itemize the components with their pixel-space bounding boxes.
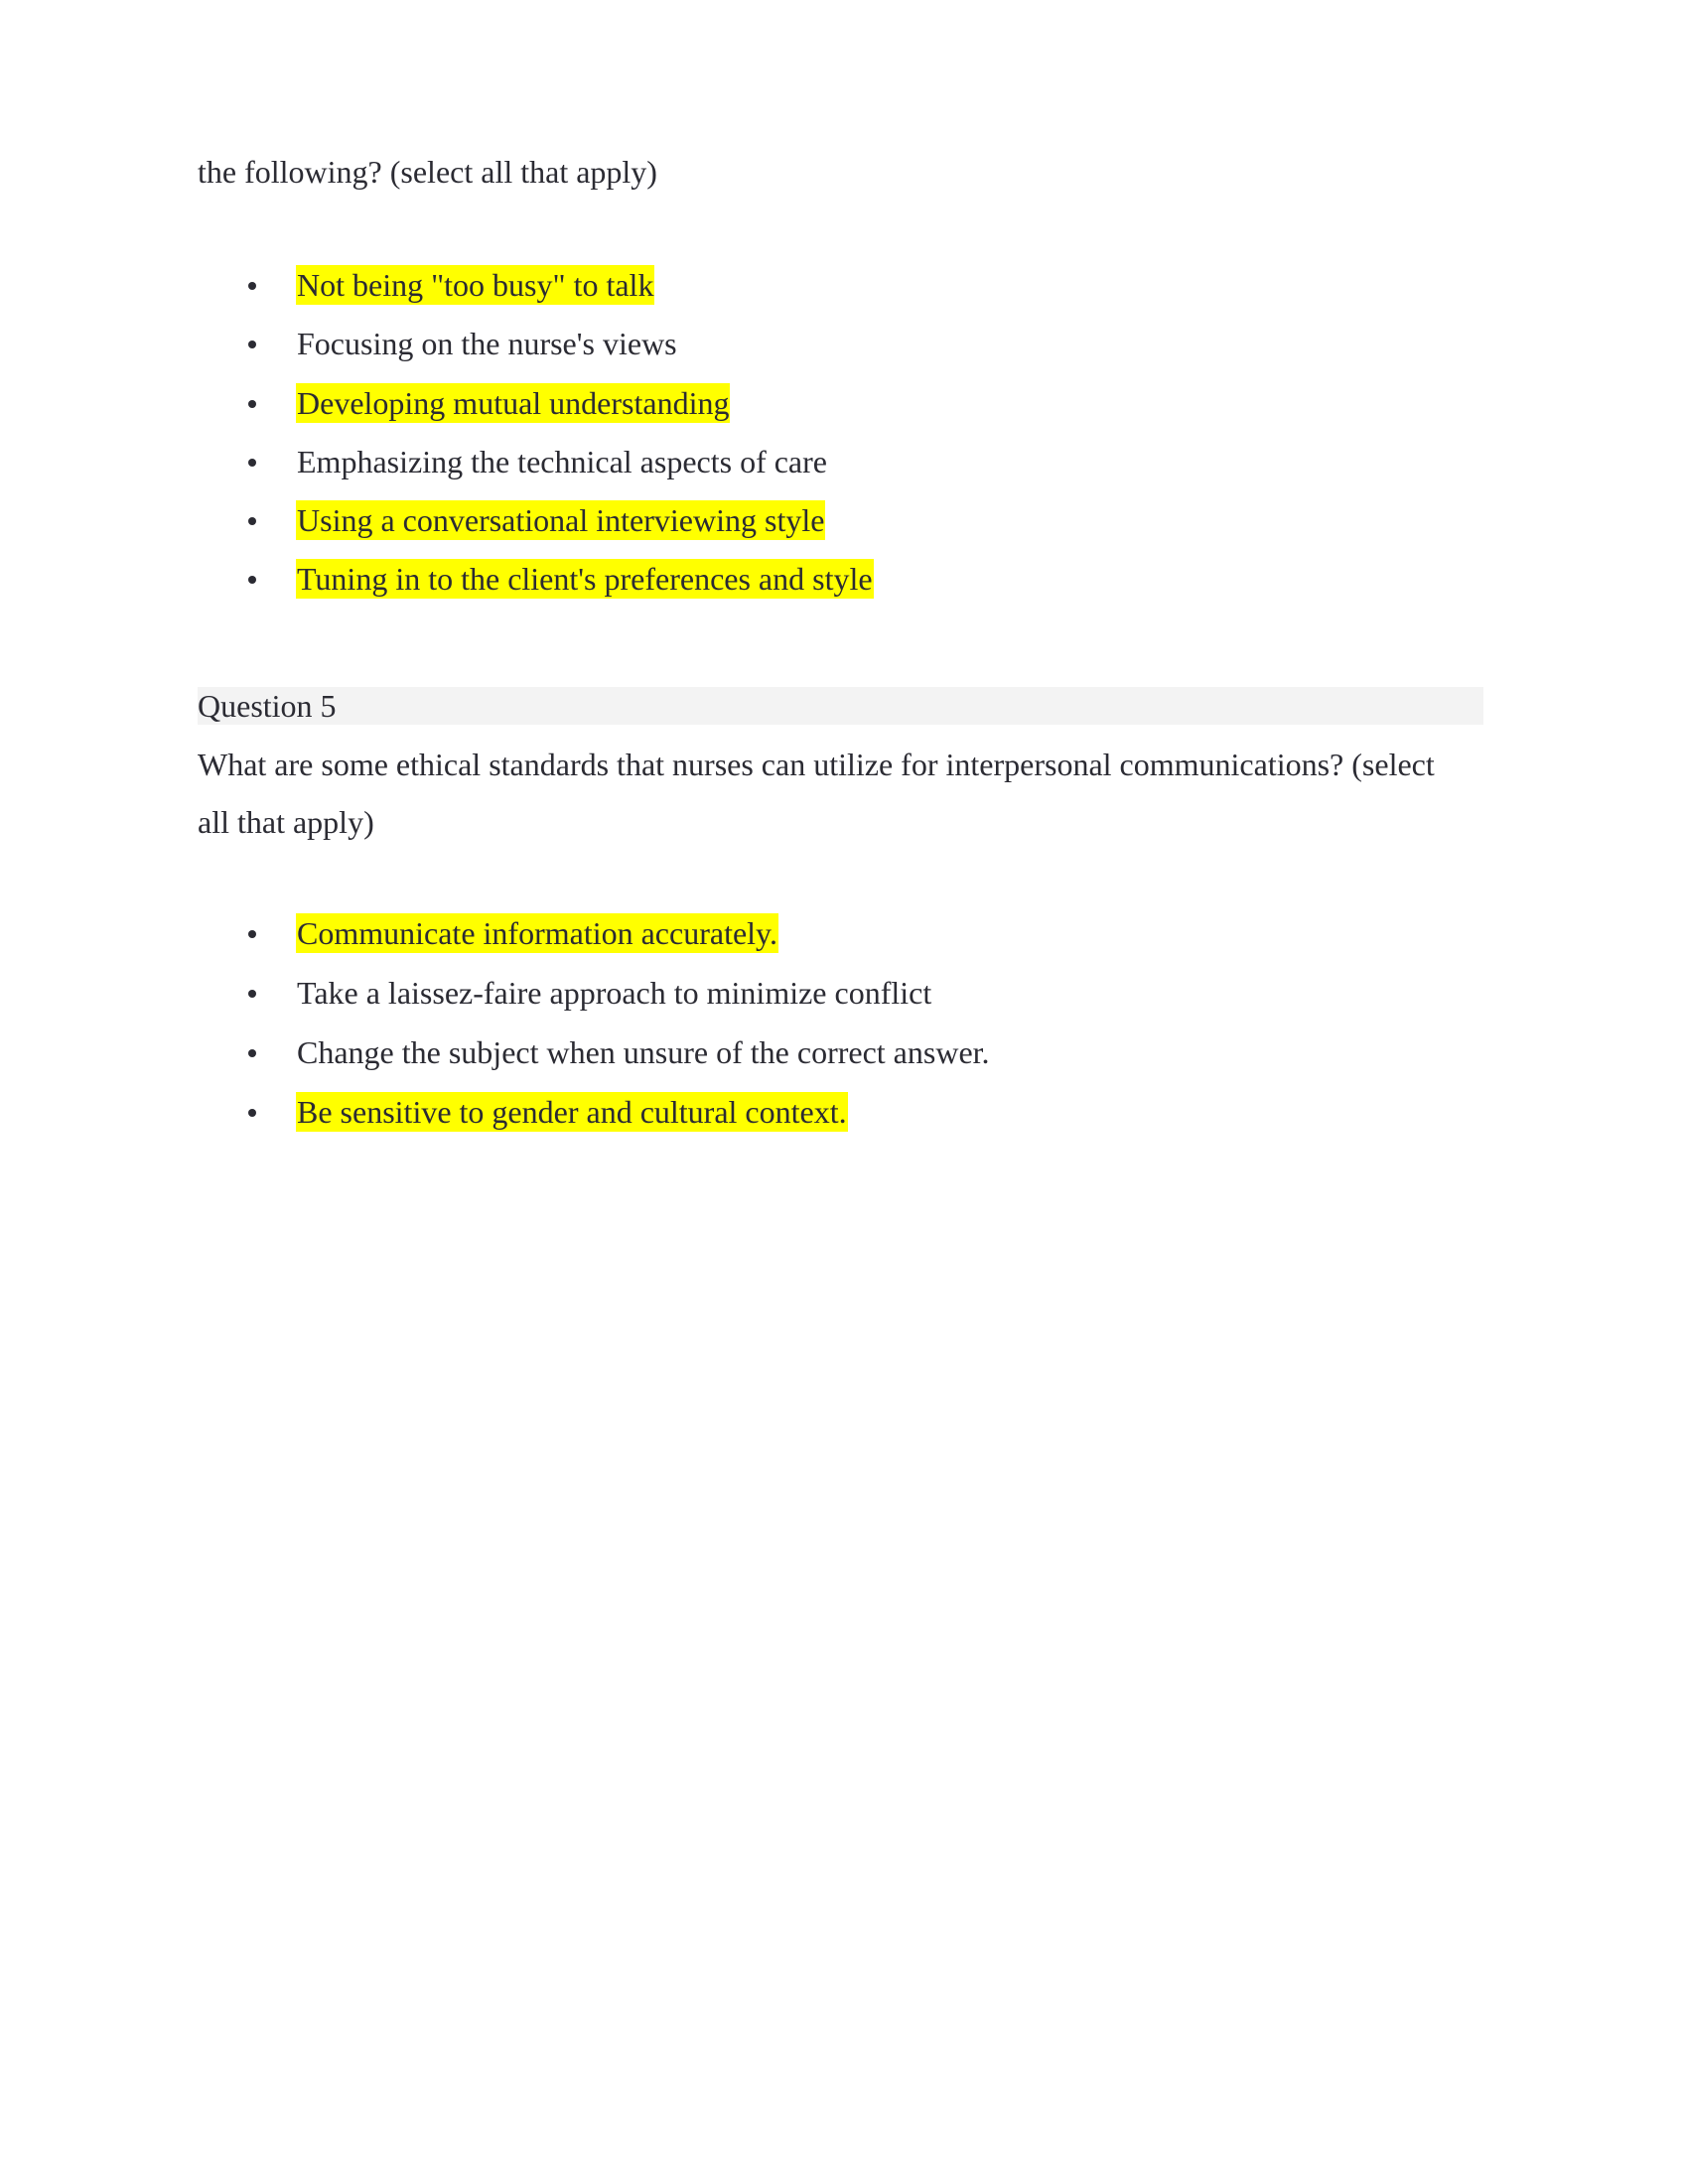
option-text: Be sensitive to gender and cultural context. (297, 1094, 847, 1130)
option-text: Take a laissez-faire approach to minimize conflict (297, 975, 932, 1011)
question-5-label: Question 5 (198, 688, 337, 724)
bullet-icon (248, 400, 256, 408)
question-5-header (198, 687, 1483, 725)
bullet-icon (248, 341, 256, 348)
option-text: Change the subject when unsure of the correct answer. (297, 1034, 990, 1070)
option-text: Emphasizing the technical aspects of care (297, 444, 827, 479)
option-text: Communicate information accurately. (297, 915, 777, 951)
bullet-icon (248, 517, 256, 525)
bullet-icon (248, 282, 256, 290)
question-5-stem-line-2: all that apply) (198, 804, 374, 840)
bullet-icon (248, 930, 256, 938)
option-text: Not being "too busy" to talk (297, 267, 654, 303)
option-text: Using a conversational interviewing style (297, 502, 825, 538)
bullet-icon (248, 459, 256, 467)
question-4-stem-tail: the following? (select all that apply) (198, 154, 657, 190)
question-5-stem-line-1: What are some ethical standards that nurses can utilize for interpersonal communications? (select (198, 747, 1435, 782)
option-text: Focusing on the nurse's views (297, 326, 677, 361)
bullet-icon (248, 990, 256, 998)
bullet-icon (248, 576, 256, 584)
option-text: Developing mutual understanding (297, 385, 730, 421)
option-text: Tuning in to the client's preferences and style (297, 561, 873, 597)
bullet-icon (248, 1049, 256, 1057)
bullet-icon (248, 1109, 256, 1117)
